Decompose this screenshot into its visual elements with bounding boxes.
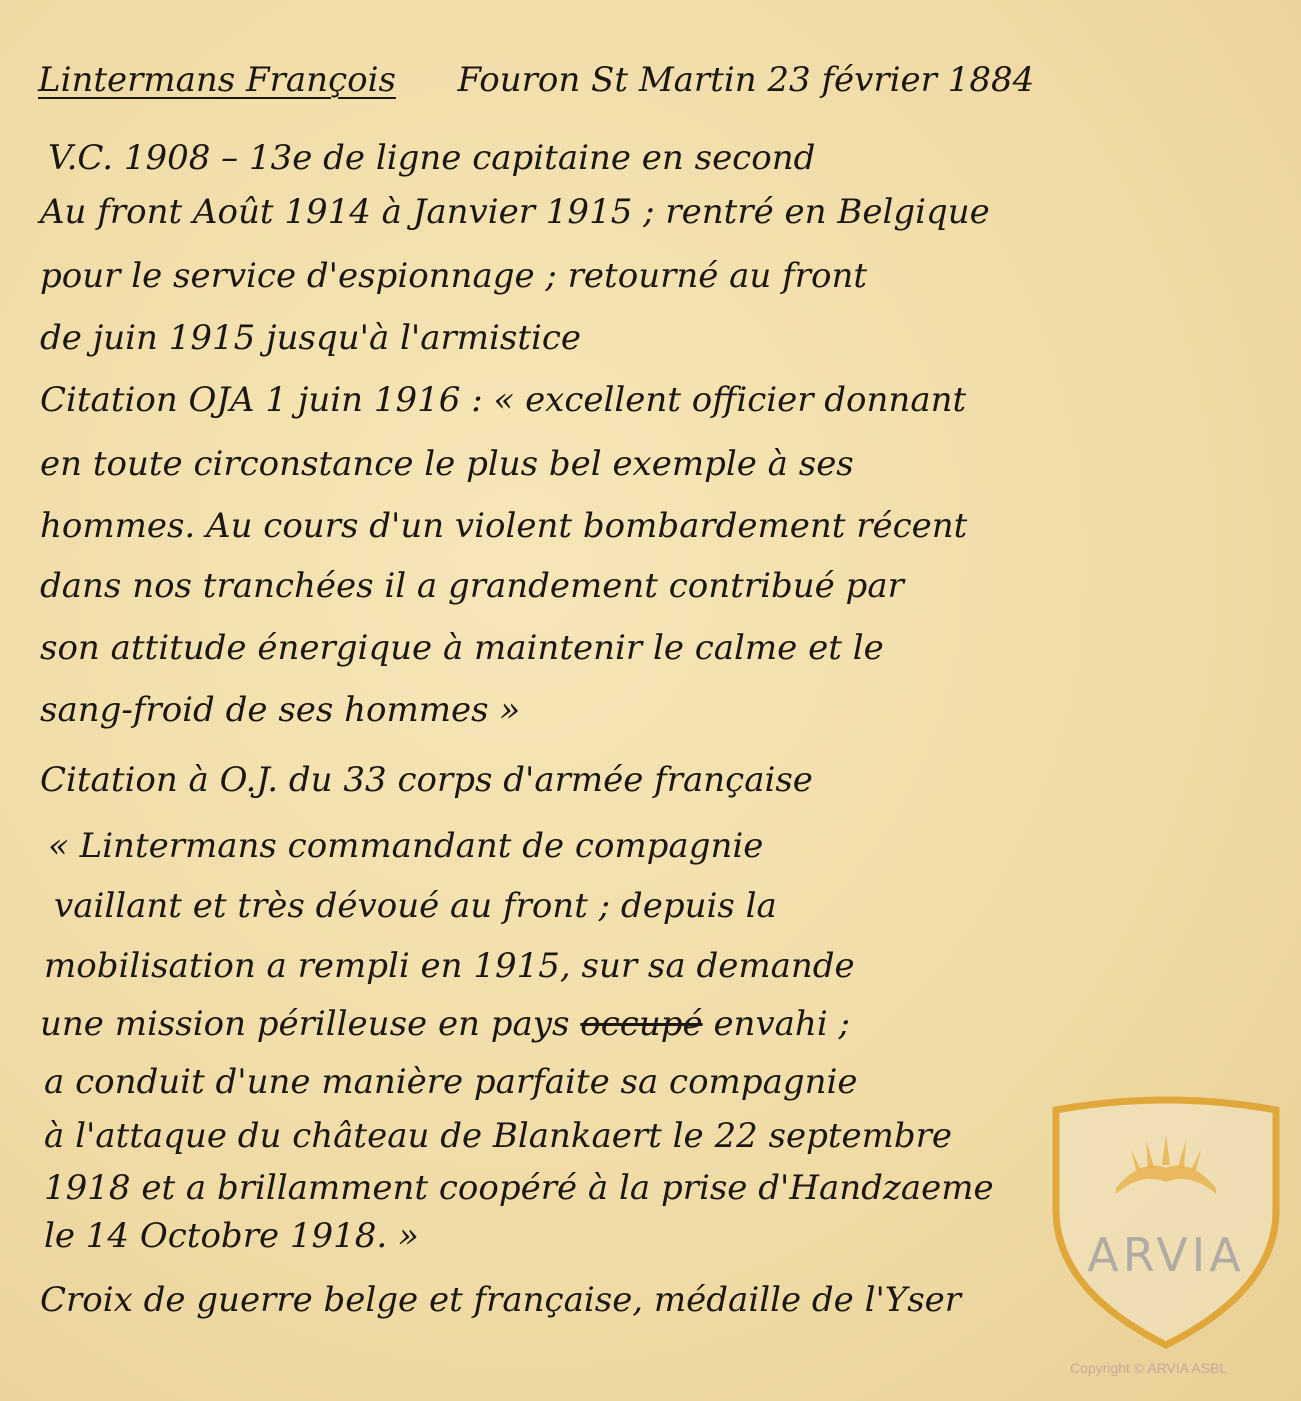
book-shield-icon [1046,1090,1286,1350]
copyright-notice: Copyright © ARVIA ASBL [1070,1360,1228,1376]
heading-line [38,60,1034,100]
text-line: hommes. Au cours d'un violent bombardement récent [40,506,968,546]
text-line: le 14 Octobre 1918. » [44,1216,419,1256]
heading-name: Lintermans François [38,60,396,100]
text-line: « Lintermans commandant de compagnie [48,826,764,866]
text-line: Citation OJA 1 juin 1916 : « excellent officier donnant [40,380,967,420]
text-line: vaillant et très dévoué au front ; depuis la [54,886,777,926]
text-line: son attitude énergique à maintenir le calme et le [40,628,884,668]
text-line: à l'attaque du château de Blankaert le 22 septembre [44,1116,953,1156]
replacement-word: envahi ; [713,1004,850,1044]
heading-place-date: Fouron St Martin 23 février 1884 [457,60,1035,100]
text-line: a conduit d'une manière parfaite sa compagnie [44,1062,858,1102]
text-line: 1918 et a brillamment coopéré à la prise d'Handzaeme [44,1168,994,1208]
text-line: Citation à O.J. du 33 corps d'armée française [40,760,813,800]
struck-word: occupé [580,1004,703,1044]
text-line: sang-froid de ses hommes » [40,690,521,730]
text-line: dans nos tranchées il a grandement contribué par [40,566,904,606]
text-line-with-strikethrough [40,1004,850,1044]
text-line: mobilisation a rempli en 1915, sur sa demande [44,946,855,986]
text-line: en toute circonstance le plus bel exemple à ses [40,444,854,484]
text-line: de juin 1915 jusqu'à l'armistice [40,318,582,358]
text-line: Au front Août 1914 à Janvier 1915 ; rentré en Belgique [40,192,990,232]
text-line: V.C. 1908 – 13e de ligne capitaine en second [48,138,816,178]
text-segment: une mission périlleuse en pays [40,1004,570,1044]
arvia-logo-shield [1046,1090,1286,1350]
text-line: pour le service d'espionnage ; retourné au front [40,256,868,296]
text-line: Croix de guerre belge et française, médaille de l'Yser [40,1280,962,1320]
arvia-logo-text: ARVIA [1087,1228,1245,1282]
